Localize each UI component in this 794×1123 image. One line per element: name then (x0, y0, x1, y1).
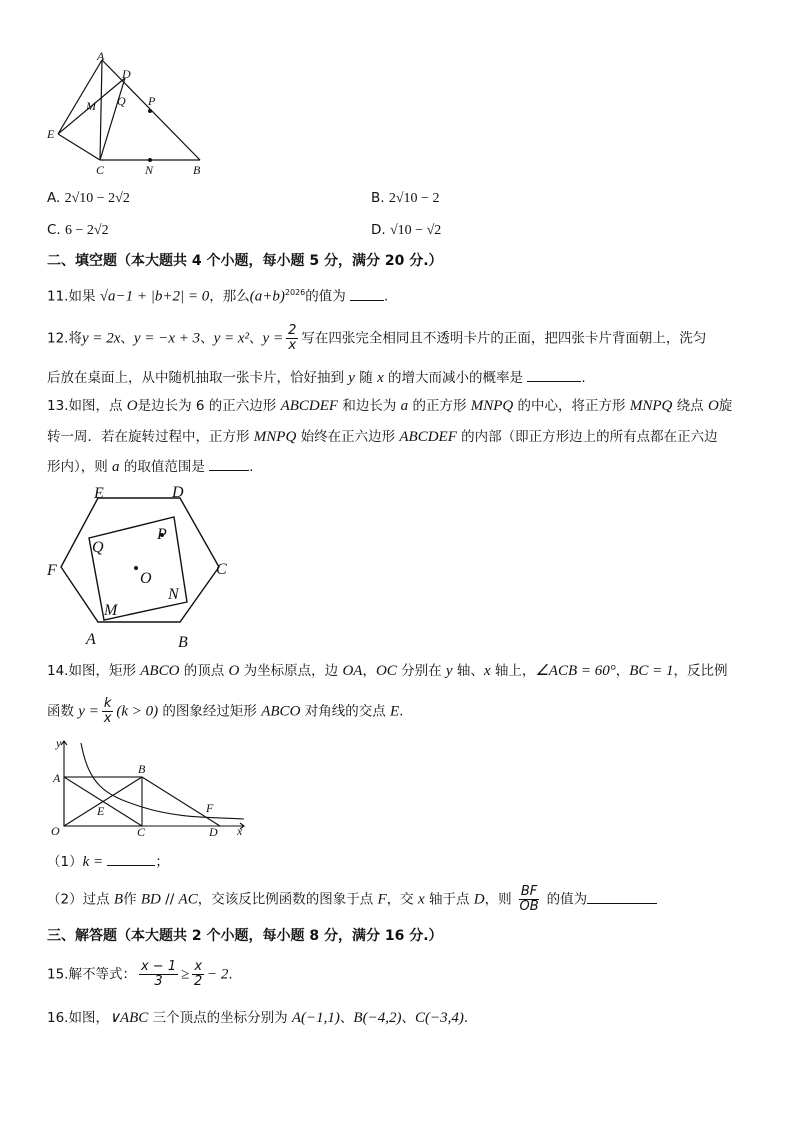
label-y: y (56, 736, 62, 750)
q14-part1: （1）k = ； (47, 851, 169, 872)
q14-line2: 函数 y = $\frac{k}{x}$ (k > 0) 的图象经过矩形 ABCO 对角线的交点 E. (47, 696, 404, 726)
option-b-value: 2√10 − 2 (388, 191, 440, 206)
option-d-label: D. (371, 222, 390, 238)
q11: 11.如果 √a−1 + |b+2| = 0，那么$(a+b)^{2026}$的值为 . (47, 283, 388, 307)
label-M: M (86, 99, 96, 113)
label-M: M (104, 602, 118, 619)
label-C: C (137, 825, 146, 839)
q14-line1: 14.如图，矩形 ABCO 的顶点 O 为坐标原点，边 OA，OC 分别在 y 轴、x 轴上，∠ACB = 60°，BC = 1，反比例 (47, 663, 728, 679)
q15: 15.解不等式： $\frac{x - 1}{3}$ ≥ $\frac{x}{2}$ − 2. (47, 959, 233, 989)
q13-line2: 转一周．若在旋转过程中，正方形 MNPQ 始终在正六边形 ABCDEF 的内部（即正方形边上的所有点都在正六边 (47, 429, 718, 445)
label-D: D (209, 825, 218, 839)
label-D: D (172, 484, 184, 501)
q14-part2-blank[interactable] (587, 889, 657, 904)
label-D: D (122, 67, 131, 81)
q12-line1: 12.将y = 2x、y = −x + 3、y = x²、y = $\frac{2}{x}$ 写在四张完全相同且不透明卡片的正面，把四张卡片背面朝上，洗匀 (47, 323, 707, 353)
q11-answer-blank[interactable] (350, 286, 384, 301)
label-B: B (178, 634, 188, 650)
label-A: A (86, 631, 96, 648)
q16: 16.如图，∨ABC 三个顶点的坐标分别为 A(−1,1)、B(−4,2)、C(−3,4). (47, 1010, 469, 1026)
q13-line3: 形内），则 a 的取值范围是 . (47, 456, 253, 477)
q13-figure (44, 480, 244, 650)
option-a[interactable] (47, 188, 130, 209)
option-a-value: 2√10 − 2√2 (64, 191, 130, 206)
section2-title: 二、填空题（本大题共 4 个小题，每小题 5 分，满分 20 分.） (47, 253, 443, 269)
q12-line2: 后放在桌面上，从中随机抽取一张卡片，恰好抽到 y 随 x 的增大而减小的概率是 . (47, 367, 586, 388)
option-b[interactable] (371, 188, 439, 209)
label-C: C (96, 163, 105, 177)
label-O: O (51, 824, 60, 838)
q12-answer-blank[interactable] (527, 367, 581, 382)
label-O: O (140, 570, 152, 587)
q13-line1: 13.如图，点 O是边长为 6 的正六边形 ABCDEF 和边长为 a 的正方形 MNPQ 的中心，将正方形 MNPQ 绕点 O旋 (47, 398, 733, 414)
label-A: A (97, 50, 105, 63)
option-b-label: B. (371, 190, 389, 206)
option-a-label: A. (47, 190, 65, 206)
label-A: A (53, 771, 61, 785)
label-Q: Q (117, 94, 126, 108)
label-N: N (168, 586, 179, 603)
option-d-value: √10 − √2 (389, 223, 442, 238)
q10-figure (40, 50, 220, 180)
q13-answer-blank[interactable] (209, 456, 249, 471)
option-c-value: 6 − 2√2 (65, 223, 109, 238)
q14-part1-blank[interactable] (107, 851, 155, 866)
label-E: E (97, 804, 105, 818)
q14-part2: （2）过点 B作 BD // AC，交该反比例函数的图象于点 F，交 x 轴于点 D，则 $\frac{BF}{OB}$ 的值为 (47, 885, 657, 914)
section3-title: 三、解答题（本大题共 2 个小题，每小题 8 分，满分 16 分.） (47, 928, 443, 944)
label-C: C (216, 561, 227, 578)
option-d[interactable] (371, 220, 441, 241)
label-N: N (145, 163, 154, 177)
option-c[interactable] (47, 220, 109, 241)
label-E: E (94, 485, 104, 502)
label-F: F (206, 801, 214, 815)
label-P: P (157, 526, 167, 543)
option-c-label: C. (47, 222, 66, 238)
label-x: x (237, 824, 243, 838)
label-P: P (148, 94, 156, 108)
label-E: E (47, 127, 55, 141)
label-B: B (138, 762, 146, 776)
label-B: B (193, 163, 201, 177)
q11-expr: √a−1 + |b+2| = 0 (99, 288, 210, 305)
q14-figure (44, 735, 254, 841)
label-Q: Q (92, 539, 104, 556)
label-F: F (47, 562, 57, 579)
